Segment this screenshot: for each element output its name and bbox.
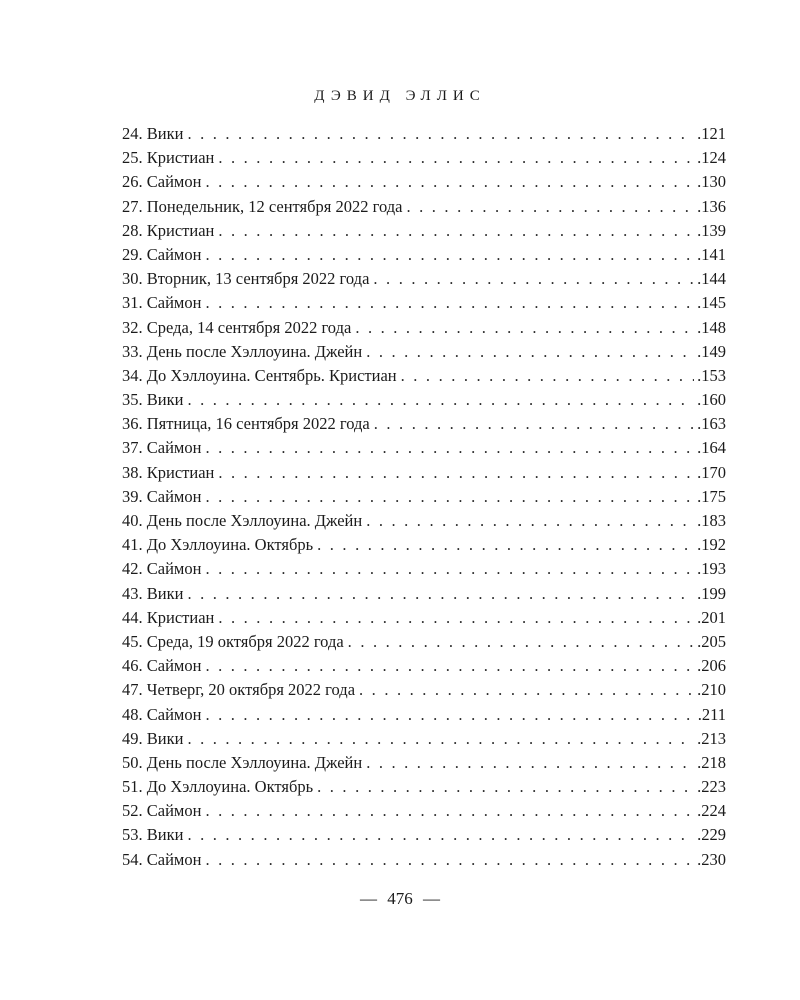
toc-entry-page: .164 xyxy=(697,438,726,458)
toc-entry-page: .224 xyxy=(697,801,726,821)
toc-entry-title: 31. Саймон xyxy=(122,293,202,313)
toc-entry xyxy=(122,461,726,485)
toc-entry-title: 50. День после Хэллоуина. Джейн xyxy=(122,752,363,772)
dot-leader xyxy=(401,364,695,388)
toc-entry-page: .210 xyxy=(697,680,726,700)
toc-entry-page: .163 xyxy=(697,414,726,434)
toc-entry-page: .121 xyxy=(697,124,726,143)
toc-entry xyxy=(122,533,726,557)
toc-entry-title: 41. До Хэллоуина. Октябрь xyxy=(122,535,314,555)
dot-leader xyxy=(218,606,694,630)
toc-entry-title: 35. Вики xyxy=(122,390,184,410)
toc-entry-title: 28. Кристиан xyxy=(122,220,215,240)
toc-entry xyxy=(122,316,726,340)
running-head: ДЭВИД ЭЛЛИС xyxy=(314,88,486,104)
dot-leader xyxy=(406,195,694,219)
dot-leader xyxy=(205,799,694,823)
toc-entry xyxy=(122,485,726,509)
toc-entry-page: .206 xyxy=(697,656,726,676)
toc-entry xyxy=(122,340,726,364)
toc-entry xyxy=(122,703,726,727)
page-number: — 476 — xyxy=(360,889,440,908)
toc-entry-title: 29. Саймон xyxy=(122,244,202,264)
toc-entry-title: 54. Саймон xyxy=(122,849,202,869)
toc-entry xyxy=(122,630,726,654)
toc-entry-title: 39. Саймон xyxy=(122,486,202,506)
toc-entry-title: 45. Среда, 19 октября 2022 года xyxy=(122,631,344,651)
table-of-contents xyxy=(122,122,726,872)
toc-entry-page: .201 xyxy=(697,607,726,627)
toc-entry xyxy=(122,823,726,847)
dot-leader xyxy=(317,533,694,557)
dot-leader xyxy=(205,485,694,509)
toc-entry xyxy=(122,775,726,799)
toc-entry-title: 46. Саймон xyxy=(122,656,202,676)
dot-leader xyxy=(205,436,694,460)
dot-leader xyxy=(187,388,694,412)
toc-entry-title: 51. До Хэллоуина. Октябрь xyxy=(122,777,314,797)
toc-entry xyxy=(122,678,726,702)
toc-entry-title: 49. Вики xyxy=(122,728,184,748)
toc-entry xyxy=(122,243,726,267)
toc-entry xyxy=(122,195,726,219)
toc-entry-page: .130 xyxy=(697,172,726,192)
toc-entry xyxy=(122,848,726,872)
toc-entry xyxy=(122,436,726,460)
toc-entry-page: .144 xyxy=(697,269,726,289)
toc-entry-title: 42. Саймон xyxy=(122,559,202,579)
dot-leader xyxy=(355,316,694,340)
toc-entry-title: 38. Кристиан xyxy=(122,462,215,482)
toc-entry-page: .124 xyxy=(697,148,726,168)
toc-entry-page: .145 xyxy=(697,293,726,313)
toc-entry-title: 44. Кристиан xyxy=(122,607,215,627)
dot-leader xyxy=(187,122,694,146)
dot-leader xyxy=(218,146,694,170)
dot-leader xyxy=(218,219,694,243)
toc-entry-title: 30. Вторник, 13 сентября 2022 года xyxy=(122,269,370,289)
dot-leader xyxy=(187,582,694,606)
toc-entry-page: .141 xyxy=(697,244,726,264)
toc-entry-page: .149 xyxy=(697,341,726,361)
toc-entry-title: 47. Четверг, 20 октября 2022 года xyxy=(122,680,356,700)
toc-entry-page: .213 xyxy=(697,728,726,748)
toc-entry-page: .160 xyxy=(697,390,726,410)
toc-entry xyxy=(122,364,726,388)
dot-leader xyxy=(348,630,694,654)
toc-entry-title: 43. Вики xyxy=(122,583,184,603)
dot-leader xyxy=(205,557,694,581)
toc-entry xyxy=(122,799,726,823)
dot-leader xyxy=(218,461,694,485)
toc-entry-page: .136 xyxy=(697,196,726,216)
toc-entry-title: 53. Вики xyxy=(122,825,184,845)
toc-entry-title: 34. До Хэллоуина. Сентябрь. Кристиан xyxy=(122,365,397,385)
dot-leader xyxy=(205,848,694,872)
dot-leader xyxy=(359,678,694,702)
dot-leader xyxy=(373,267,694,291)
toc-entry xyxy=(122,267,726,291)
dot-leader xyxy=(317,775,694,799)
dot-leader xyxy=(187,727,694,751)
dot-leader xyxy=(187,823,694,847)
toc-entry xyxy=(122,654,726,678)
toc-entry xyxy=(122,388,726,412)
toc-entry xyxy=(122,170,726,194)
dot-leader xyxy=(205,703,694,727)
toc-entry-page: .223 xyxy=(697,777,726,797)
toc-entry xyxy=(122,606,726,630)
toc-entry-title: 48. Саймон xyxy=(122,704,202,724)
toc-entry xyxy=(122,291,726,315)
toc-entry-page: .192 xyxy=(697,535,726,555)
toc-entry xyxy=(122,509,726,533)
dot-leader xyxy=(366,509,694,533)
dot-leader xyxy=(205,243,694,267)
toc-entry-page: .229 xyxy=(697,825,726,845)
dot-leader xyxy=(205,291,694,315)
dot-leader xyxy=(366,751,694,775)
toc-entry-title: 52. Саймон xyxy=(122,801,202,821)
toc-entry-title: 37. Саймон xyxy=(122,438,202,458)
toc-entry-page: .139 xyxy=(697,220,726,240)
toc-entry-page: .193 xyxy=(697,559,726,579)
toc-entry-title: 33. День после Хэллоуина. Джейн xyxy=(122,341,363,361)
toc-entry-title: 25. Кристиан xyxy=(122,148,215,168)
toc-entry-page: .218 xyxy=(697,752,726,772)
toc-entry-page: .199 xyxy=(697,583,726,603)
toc-entry-page: .230 xyxy=(697,849,726,869)
toc-entry-page: .175 xyxy=(697,486,726,506)
dot-leader xyxy=(366,340,694,364)
toc-entry xyxy=(122,219,726,243)
dot-leader xyxy=(205,170,694,194)
dot-leader xyxy=(374,412,694,436)
toc-entry-title: 27. Понедельник, 12 сентября 2022 года xyxy=(122,196,403,216)
toc-entry-page: .205 xyxy=(697,631,726,651)
toc-entry xyxy=(122,582,726,606)
toc-entry-page: .211 xyxy=(697,704,726,724)
toc-entry xyxy=(122,146,726,170)
toc-entry-page: .170 xyxy=(697,462,726,482)
toc-entry-title: 36. Пятница, 16 сентября 2022 года xyxy=(122,414,370,434)
dot-leader xyxy=(205,654,694,678)
toc-entry xyxy=(122,557,726,581)
toc-entry-title: 32. Среда, 14 сентября 2022 года xyxy=(122,317,352,337)
toc-entry xyxy=(122,122,726,146)
toc-entry xyxy=(122,412,726,436)
toc-entry-page: .148 xyxy=(697,317,726,337)
toc-entry xyxy=(122,751,726,775)
toc-entry-title: 26. Саймон xyxy=(122,172,202,192)
toc-entry-title: 24. Вики xyxy=(122,124,184,143)
toc-entry xyxy=(122,727,726,751)
toc-entry-title: 40. День после Хэллоуина. Джейн xyxy=(122,511,363,530)
toc-entry-page: .183 xyxy=(697,511,726,530)
toc-entry-page: .153 xyxy=(697,365,726,385)
